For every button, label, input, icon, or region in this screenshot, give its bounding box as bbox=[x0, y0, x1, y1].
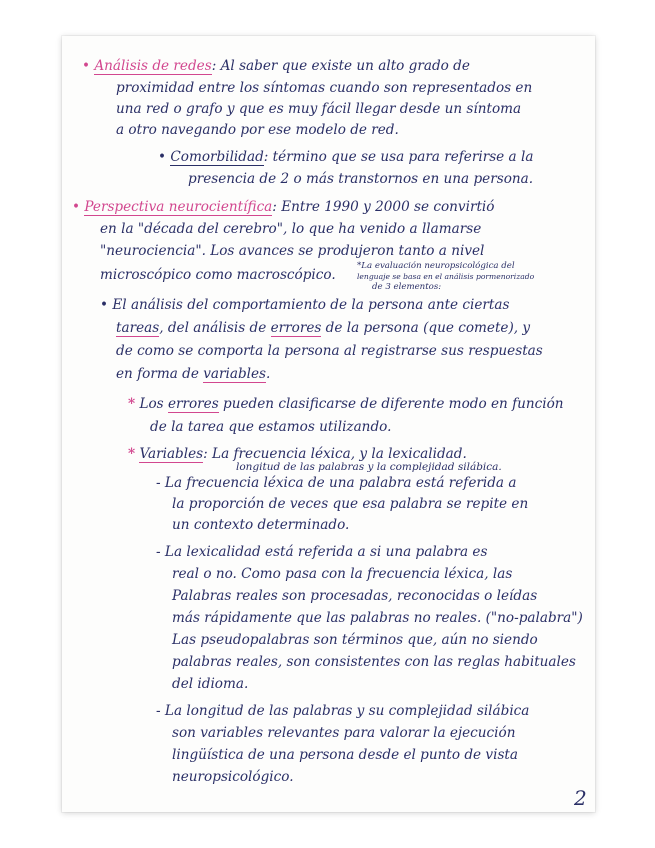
variables-line1 bbox=[128, 446, 467, 462]
section2-line1 bbox=[72, 199, 494, 215]
section2-line2: en la "década del cerebro", lo que ha venido a llamarse bbox=[100, 221, 482, 237]
comorbilidad-term: Comorbilidad bbox=[170, 149, 264, 165]
lexicalidad-line2: real o no. Como pasa con la frecuencia léxica, las bbox=[172, 566, 513, 582]
term-variables: variables bbox=[203, 366, 267, 382]
section1-bullet: • bbox=[82, 58, 91, 74]
analysis-line2-rest: de la persona (que comete), y bbox=[321, 320, 531, 336]
errores-line2: de la tarea que estamos utilizando. bbox=[150, 419, 392, 435]
term-errores: errores bbox=[270, 320, 322, 336]
lexicalidad-line7: del idioma. bbox=[172, 676, 249, 692]
comorbilidad-definition: : término que se usa para referirse a la bbox=[263, 149, 534, 165]
variables-insert: longitud de las palabras y la complejidad silábica. bbox=[236, 461, 502, 473]
section2-line3: "neurociencia". Los avances se produjeron tanto a nivel bbox=[100, 243, 485, 259]
longitud-line2: son variables relevantes para valorar la ejecución bbox=[172, 725, 516, 741]
frecuencia-line3: un contexto determinado. bbox=[172, 517, 350, 533]
comorbilidad-line2: presencia de 2 o más transtornos en una persona. bbox=[188, 171, 534, 187]
longitud-line1 bbox=[156, 703, 529, 719]
analysis-line2 bbox=[116, 320, 530, 336]
analysis-line4-post: . bbox=[266, 366, 271, 382]
side-note-line2: lenguaje se basa en el análisis pormenorizado bbox=[357, 272, 535, 281]
section1-line1-text: : Al saber que existe un alto grado de bbox=[211, 58, 470, 74]
errores-pre: Los bbox=[139, 396, 168, 412]
analysis-line1 bbox=[100, 297, 509, 313]
side-note-line1: *La evaluación neuropsicológica del bbox=[357, 261, 515, 271]
errores-line1 bbox=[128, 396, 564, 412]
section1-line1 bbox=[82, 58, 470, 74]
lexicalidad-text1: La lexicalidad está referida a si una palabra es bbox=[164, 544, 488, 560]
star-bullet-errores: * bbox=[128, 396, 136, 412]
term-tareas: tareas bbox=[116, 320, 160, 336]
variables-line1-rest: : La frecuencia léxica, y la lexicalidad. bbox=[203, 446, 467, 462]
errores-term: errores bbox=[167, 396, 219, 412]
frecuencia-line2: la proporción de veces que esa palabra se repite en bbox=[172, 496, 529, 512]
analysis-line3: de como se comporta la persona al registrarse sus respuestas bbox=[116, 343, 543, 359]
section1-line2: proximidad entre los síntomas cuando son representados en bbox=[116, 80, 533, 96]
lexicalidad-line1 bbox=[156, 544, 487, 560]
star-bullet-variables: * bbox=[128, 446, 136, 462]
frecuencia-text1: La frecuencia léxica de una palabra está referida a bbox=[164, 475, 517, 491]
lexicalidad-line3: Palabras reales son procesadas, reconocidas o leídas bbox=[172, 588, 538, 604]
section1-line3: una red o grafo y que es muy fácil llegar desde un síntoma bbox=[116, 101, 522, 117]
analysis-line4-pre: en forma de bbox=[116, 366, 204, 382]
longitud-text1: La longitud de las palabras y su complejidad silábica bbox=[164, 703, 530, 719]
longitud-line3: lingüística de una persona desde el punto de vista bbox=[172, 747, 518, 763]
frecuencia-line1 bbox=[156, 475, 516, 491]
lexicalidad-line4: más rápidamente que las palabras no reales. ("no-palabra") bbox=[172, 610, 583, 626]
analysis-line4 bbox=[116, 366, 270, 382]
comorbilidad-bullet: • bbox=[158, 149, 167, 165]
section1-line4: a otro navegando por ese modelo de red. bbox=[116, 122, 399, 138]
analysis-bullet: • bbox=[100, 297, 109, 313]
section1-heading: Análisis de redes bbox=[94, 58, 212, 74]
page-number: 2 bbox=[574, 786, 587, 810]
section2-bullet: • bbox=[72, 199, 81, 215]
longitud-line4: neuropsicológico. bbox=[172, 769, 294, 785]
analysis-text1: El análisis del comportamiento de la persona ante ciertas bbox=[112, 297, 510, 313]
lexicalidad-line5: Las pseudopalabras son términos que, aún no siendo bbox=[172, 632, 538, 648]
dash-bullet-2: - bbox=[156, 544, 161, 560]
section2-heading: Perspectiva neurocientífica bbox=[84, 199, 273, 215]
dash-bullet-1: - bbox=[156, 475, 161, 491]
errores-line1-rest: pueden clasificarse de diferente modo en función bbox=[218, 396, 564, 412]
side-note-line3: de 3 elementos: bbox=[372, 282, 442, 292]
section2-line1-text: : Entre 1990 y 2000 se convirtió bbox=[272, 199, 495, 215]
section2-line4: microscópico como macroscópico. bbox=[100, 267, 336, 283]
analysis-line2-mid: , del análisis de bbox=[159, 320, 271, 336]
variables-term: Variables bbox=[139, 446, 204, 462]
lexicalidad-line6: palabras reales, son consistentes con las reglas habituales bbox=[172, 654, 576, 670]
dash-bullet-3: - bbox=[156, 703, 161, 719]
comorbilidad-line1 bbox=[158, 149, 533, 165]
